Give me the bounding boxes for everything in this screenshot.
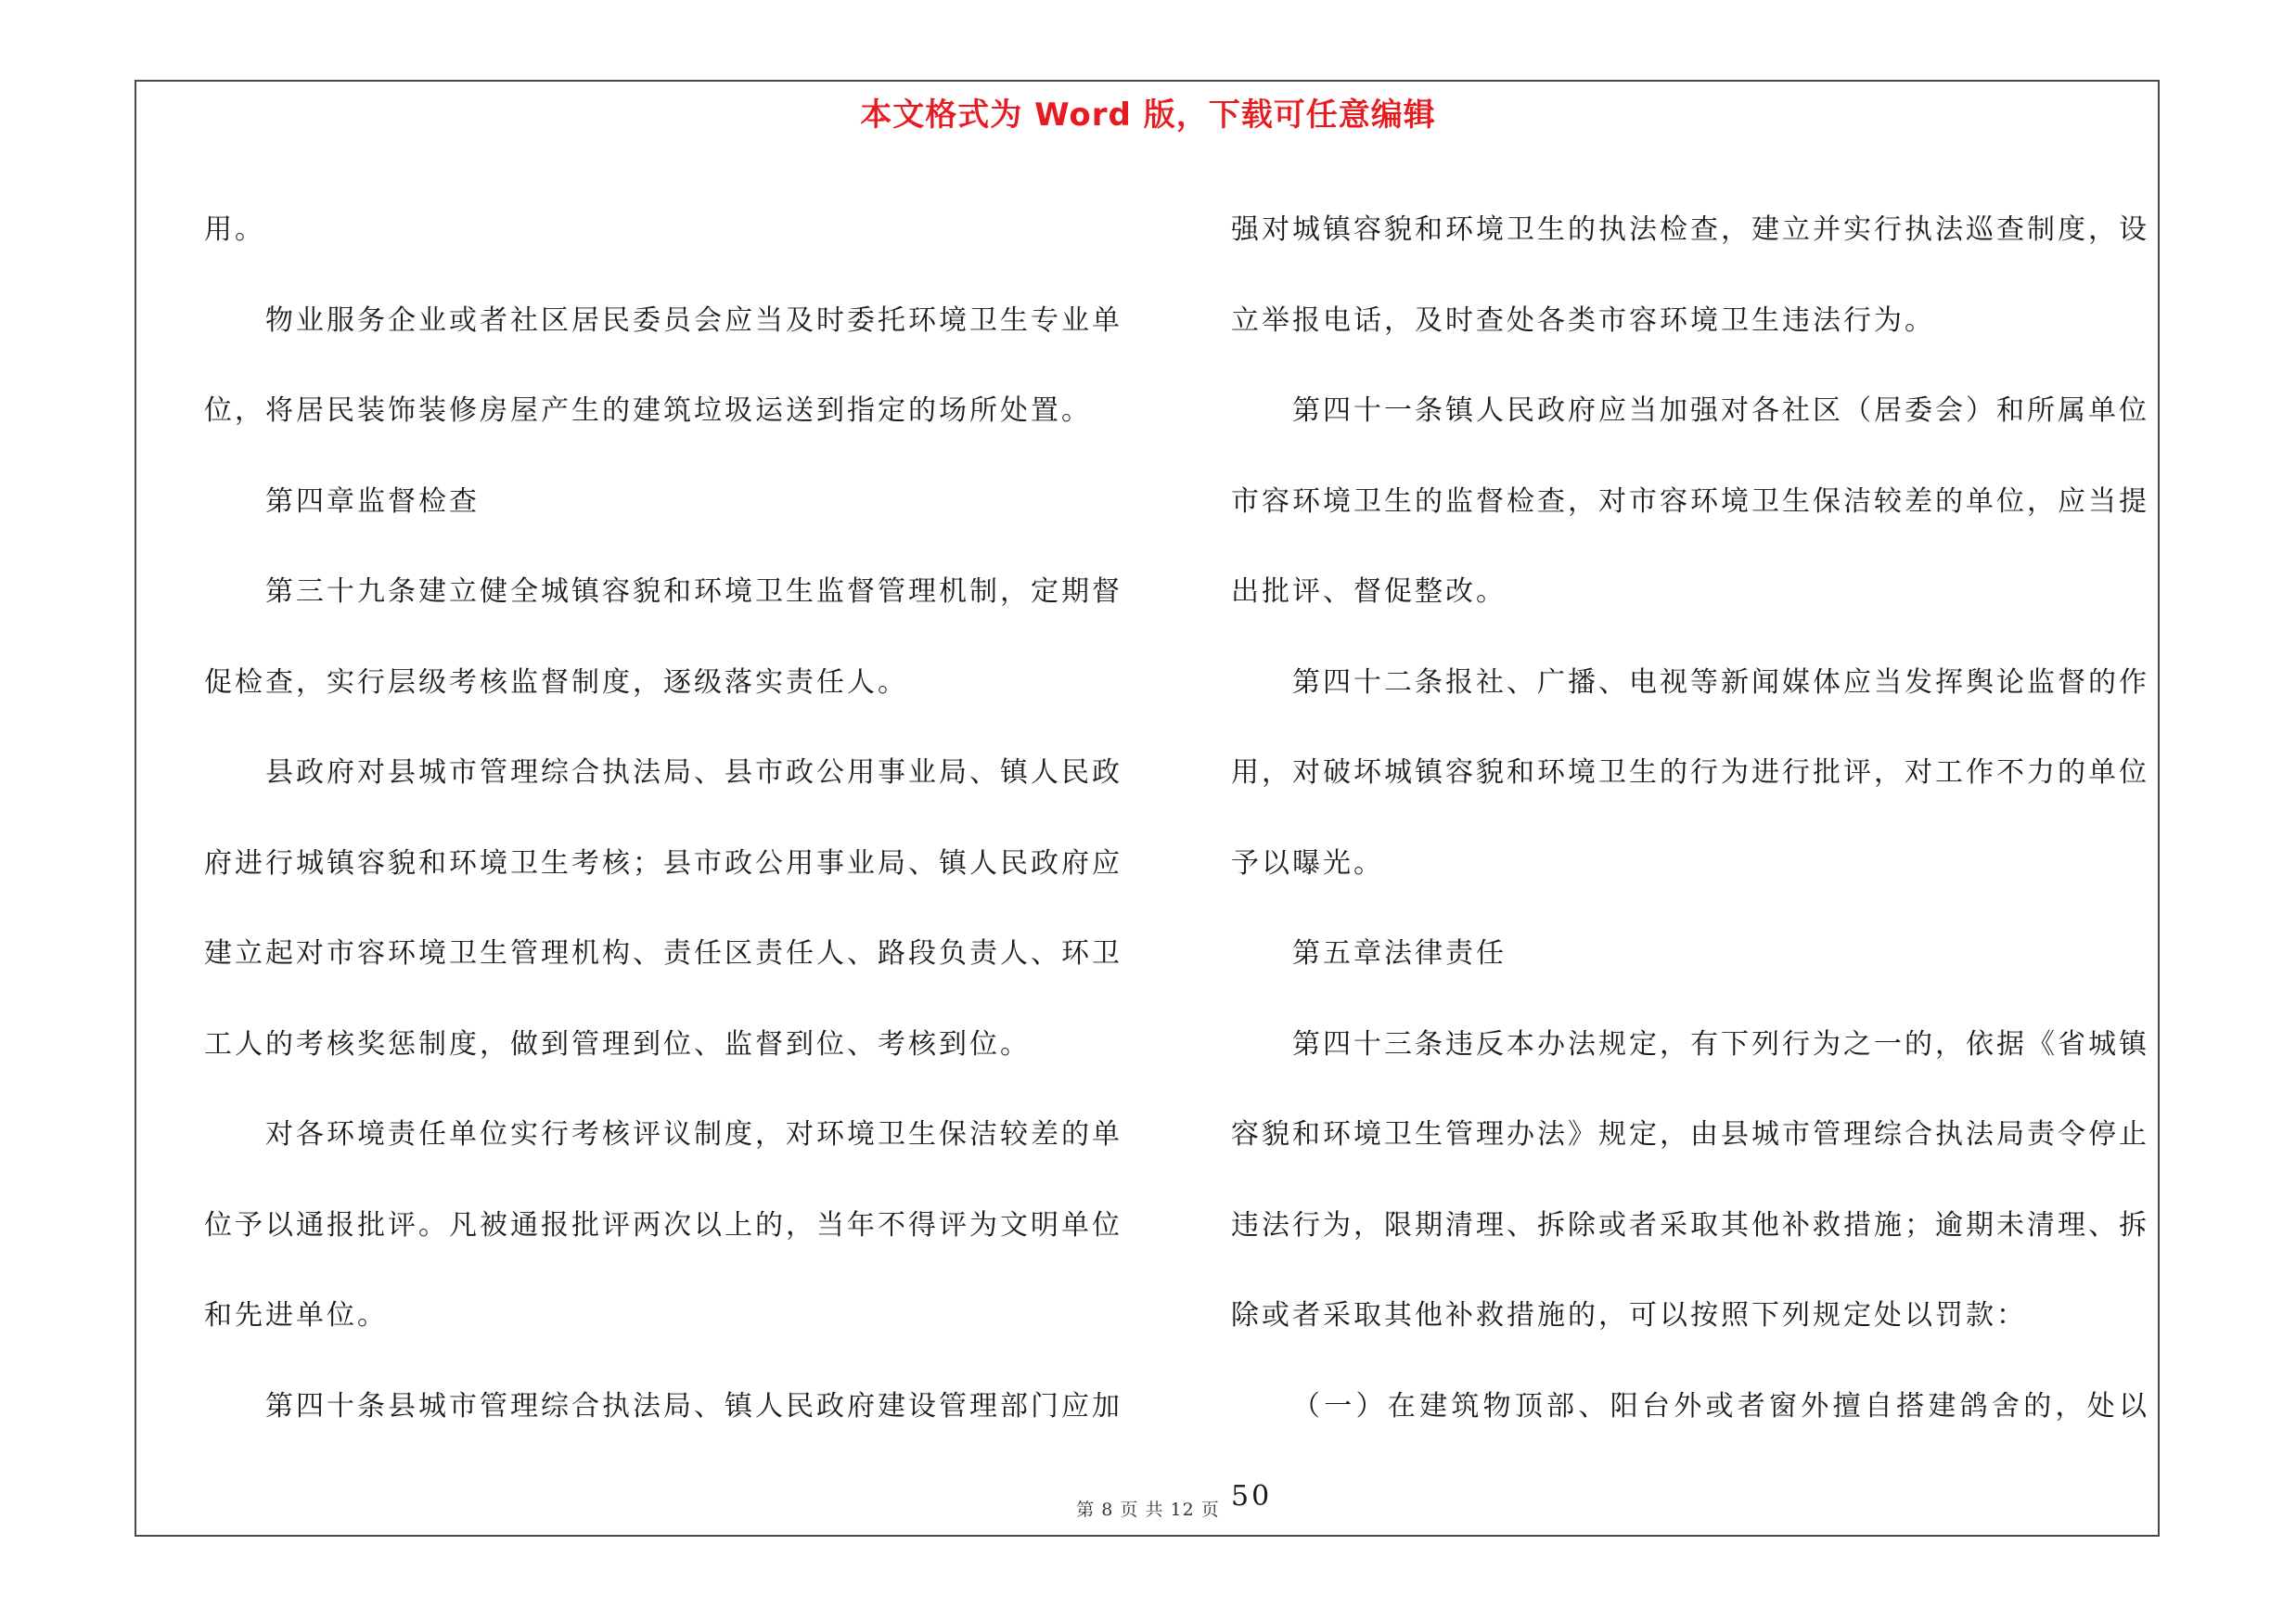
paragraph: 用。 — [204, 213, 265, 246]
page-number-footer: 第 8 页 共 12 页 — [1076, 1500, 1220, 1520]
paragraph: 第三十九条建立健全城镇容貌和环境卫生监督管理机制，定期督促检查，实行层级考核监督制度，逐级落实责任人。 — [204, 575, 1122, 699]
paragraph: 物业服务企业或者社区居民委员会应当及时委托环境卫生专业单位，将居民装饰装修房屋产生的建筑垃圾运送到指定的场所处置。 — [204, 303, 1122, 427]
paragraph: 第四章监督检查 — [265, 484, 480, 518]
paragraph: 强对城镇容貌和环境卫生的执法检查，建立并实行执法巡查制度，设立举报电话，及时查处各类市容环境卫生违法行为。 — [1231, 213, 2149, 337]
paragraph: 第四十一条镇人民政府应当加强对各社区（居委会）和所属单位市容环境卫生的监督检查，对市容环境卫生保洁较差的单位，应当提出批评、督促整改。 — [1231, 394, 2149, 608]
paragraph: 第四十三条违反本办法规定，有下列行为之一的，依据《省城镇容貌和环境卫生管理办法》规定，由县城市管理综合执法局责令停止违法行为，限期清理、拆除或者采取其他补救措施；逾期未清理、拆除或者采取其他补救措施的，可以按照下列规定处以罚款： — [1231, 1027, 2149, 1332]
paragraph: 县政府对县城市管理综合执法局、县市政公用事业局、镇人民政府进行城镇容貌和环境卫生考核；县市政公用事业局、镇人民政府应建立起对市容环境卫生管理机构、责任区责任人、路段负责人、环卫工人的考核奖惩制度，做到管理到位、监督到位、考核到位。 — [204, 756, 1122, 1061]
paragraph: （一）在建筑物顶部、阳台外或者窗外擅自搭建鸽舍的，处以50 — [1231, 1389, 2149, 1513]
right-text-column — [1231, 185, 2149, 1542]
paragraph: 第四十条县城市管理综合执法局、镇人民政府建设管理部门应加 — [265, 1389, 1122, 1423]
format-notice-banner: 本文格式为 Word 版，下载可任意编辑 — [860, 97, 1436, 134]
paragraph: 第四十二条报社、广播、电视等新闻媒体应当发挥舆论监督的作用，对破坏城镇容貌和环境卫生的行为进行批评，对工作不力的单位予以曝光。 — [1231, 665, 2149, 880]
left-text-column — [204, 185, 1122, 1451]
paragraph: 对各环境责任单位实行考核评议制度，对环境卫生保洁较差的单位予以通报批评。凡被通报批评两次以上的，当年不得评为文明单位和先进单位。 — [204, 1118, 1122, 1332]
paragraph: 第五章法律责任 — [1292, 937, 1507, 970]
